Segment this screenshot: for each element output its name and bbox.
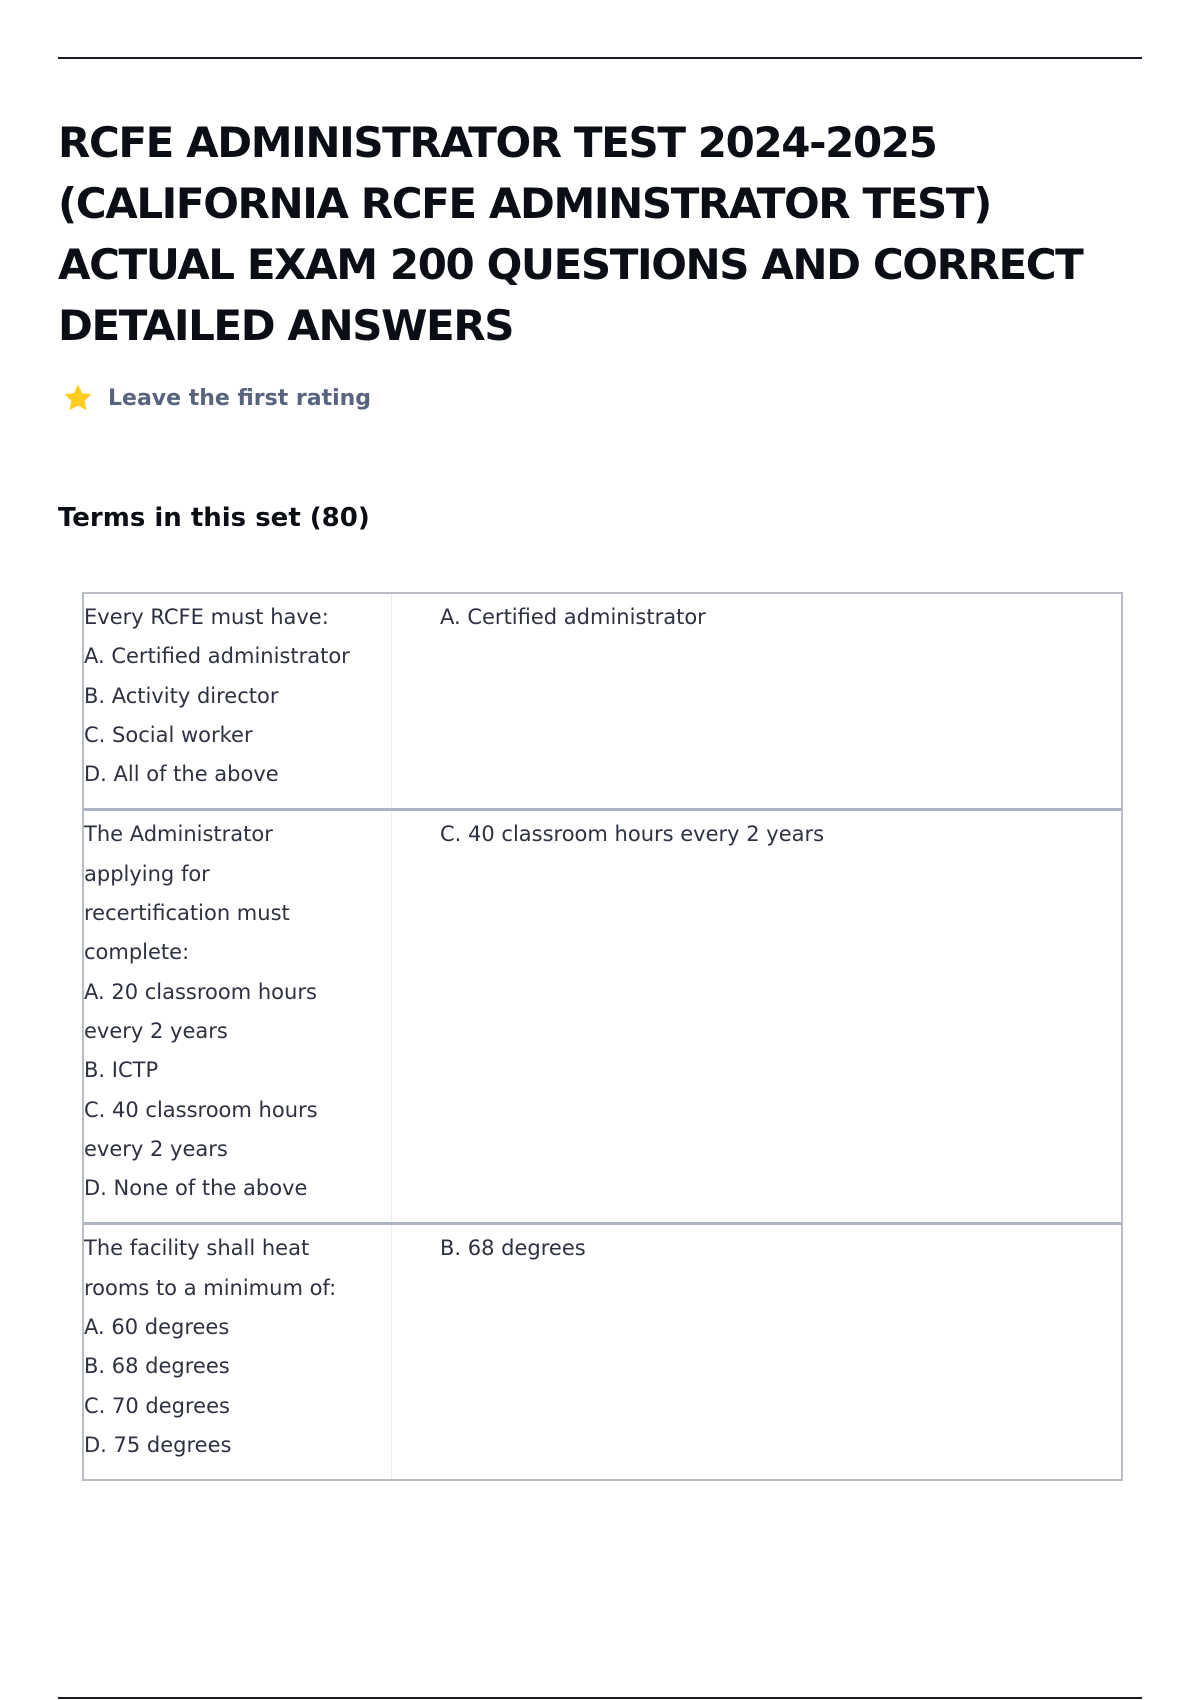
- star-icon: [62, 382, 94, 414]
- term-row: [84, 1225, 1121, 1480]
- bottom-divider: [58, 1697, 1142, 1699]
- term-question: Every RCFE must have: A. Certified administrator B. Activity director C. Social worker D. All of the above: [84, 594, 392, 808]
- term-question: The facility shall heat rooms to a minimum of: A. 60 degrees B. 68 degrees C. 70 degrees D. 75 degrees: [84, 1225, 392, 1479]
- document-title: RCFE ADMINISTRATOR TEST 2024-2025 (CALIFORNIA RCFE ADMINSTRATOR TEST) ACTUAL EXAM 200 QUESTIONS AND CORRECT DETAILED ANSWERS: [58, 118, 1083, 350]
- term-row: [84, 811, 1121, 1225]
- top-divider: [58, 57, 1142, 59]
- terms-table: [82, 592, 1123, 1481]
- term-question: The Administrator applying for recertification must complete: A. 20 classroom hours every 2 years B. ICTP C. 40 classroom hours every 2 years D. None of the above: [84, 811, 392, 1222]
- terms-heading: Terms in this set (80): [58, 503, 370, 533]
- rating-label: Leave the first rating: [108, 385, 372, 411]
- term-answer: A. Certified administrator: [440, 605, 706, 629]
- term-answer: B. 68 degrees: [440, 1236, 586, 1261]
- rating-link[interactable]: [62, 382, 371, 414]
- term-row: [84, 594, 1121, 811]
- term-answer: C. 40 classroom hours every 2 years: [440, 822, 825, 847]
